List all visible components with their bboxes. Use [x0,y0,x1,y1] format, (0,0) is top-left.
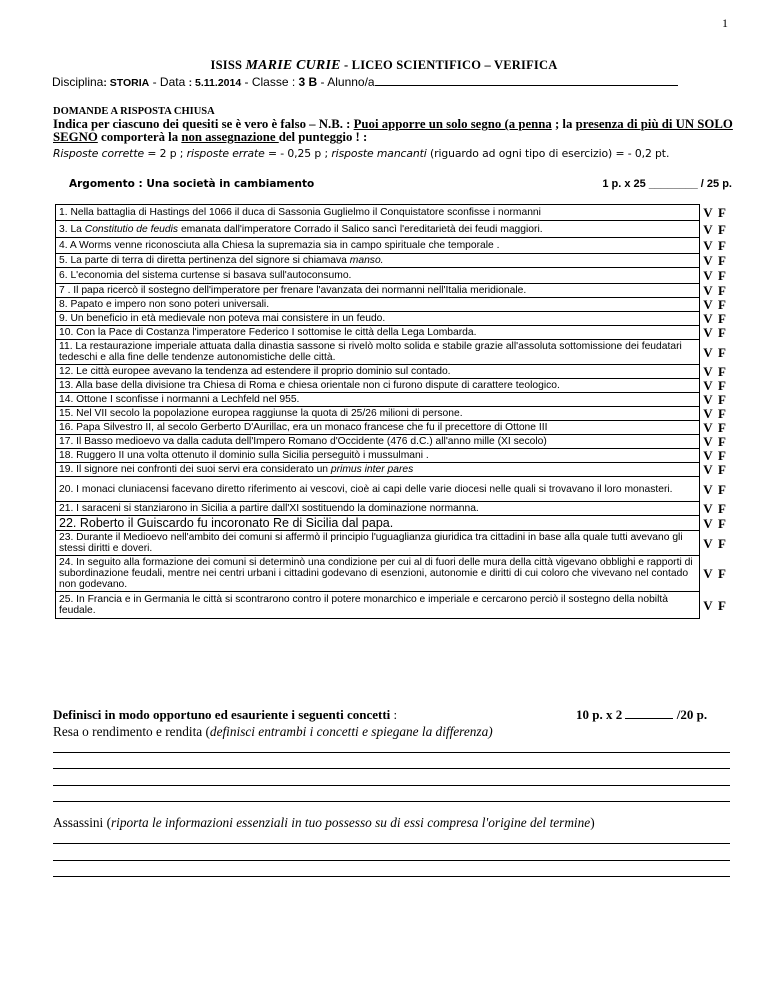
question-row [56,326,731,340]
true-option[interactable]: V [703,253,713,268]
answer-line[interactable] [53,768,730,769]
concept-resa-rendita [53,724,493,740]
question-row [56,365,731,379]
question-row [56,556,731,592]
false-option[interactable]: F [718,283,726,298]
instructions-part: ; la [551,117,576,131]
answer-options [700,393,731,407]
false-option[interactable]: F [718,364,726,379]
question-text: 18. Ruggero II una volta ottenuto il dominio sulla Sicilia perseguitò i mussulmani . [56,449,700,463]
instructions-part: comporterà la [97,130,182,144]
question-row [56,340,731,365]
question-row [56,254,731,268]
false-option[interactable]: F [718,448,726,463]
instructions-part: Indica per ciascuno dei quesiti se è vero è falso – N.B. : [53,117,354,131]
answer-options [700,449,731,463]
scoring-part: Risposte corrette [53,147,144,160]
answer-line[interactable] [53,752,730,753]
false-option[interactable]: F [718,378,726,393]
question-text: 16. Papa Silvestro II, al secolo Gerberto D'Aurillac, era un monaco francese che fu il precettore di Ottone III [56,421,700,435]
instructions-part: del punteggio [278,130,353,144]
true-option[interactable]: V [703,221,713,237]
answer-options [700,531,731,556]
answer-line[interactable] [53,860,730,861]
answer-options [700,502,731,516]
concept-2-hint: riporta le informazioni essenziali in tuo possesso su di essi compresa l'origine del termine [111,815,591,830]
school-suffix: - LICEO SCIENTIFICO – VERIFICA [340,58,558,72]
discipline-label: Disciplina [52,75,104,89]
definitions-score-total: /20 p. [673,707,708,722]
question-row [56,393,731,407]
definitions-score [576,707,707,723]
true-option[interactable]: V [703,268,713,283]
definitions-score-text: 10 p. x 2 [576,707,626,722]
instructions-part: presenza di più di UN SOLO SEGNO [53,117,733,144]
question-text: 13. Alla base della divisione tra Chiesa di Roma e chiesa orientale non ci furono dispute di carattere teologico. [56,379,700,393]
true-option[interactable]: V [703,566,713,581]
false-option[interactable]: F [718,238,726,253]
false-option[interactable]: F [718,311,726,326]
answer-options [700,421,731,435]
false-option[interactable]: F [718,535,726,551]
true-option[interactable]: V [703,434,713,449]
instructions-part: Puoi apporre un solo segno (a penna [353,117,552,131]
answer-options [700,205,731,221]
question-text: 9. Un beneficio in età medievale non poteva mai consistere in un feudo. [56,312,700,326]
date-value: : 5.11.2014 [188,77,242,89]
question-text: 8. Papato e impero non sono poteri universali. [56,298,700,312]
discipline-value: : STORIA [103,77,150,89]
exam-info-line [52,74,678,89]
false-option[interactable]: F [718,268,726,283]
question-text-emphasis: Constitutio de feudis [84,223,179,235]
answer-line[interactable] [53,785,730,786]
true-option[interactable]: V [703,420,713,435]
question-text: 22. Roberto il Guiscardo fu incoronato Re di Sicilia dal papa. [56,516,700,531]
instructions-part: non assegnazione [181,130,279,144]
question-text-emphasis: primus inter pares [330,464,414,475]
answer-options [700,407,731,421]
question-text: 4. A Worms venne riconosciuta alla Chiesa la supremazia sia in campo spirituale che temporale . [56,238,700,254]
question-text: 20. I monaci cluniacensi facevano diretto riferimento ai vescovi, cioè ai capi delle varie diocesi nelle quali si trovavano il loro monasteri. [56,477,700,502]
scoring-part: = 2 p ; [144,147,187,160]
question-row [56,516,731,531]
class-label: - Classe : [241,75,299,89]
true-option[interactable]: V [703,481,713,497]
question-text: 24. In seguito alla formazione dei comuni si determinò una condizione per cui al di fuori delle mura della città vigevano obblighi e rapporti di subordinazione feudali, mentre nei centri urbani i cittadini godevano di esenzioni, autonomie e diritti di cui coloro che vivevano nel contado non godevano. [56,556,700,592]
questions-table [55,204,730,619]
answer-options [700,221,731,238]
question-row [56,312,731,326]
question-text-part: 19. Il signore nei confronti dei suoi servi era considerato un [59,464,331,475]
true-option[interactable]: V [703,406,713,421]
true-option[interactable]: V [703,392,713,407]
page-number: 1 [722,16,728,30]
topic-title: Argomento : Una società in cambiamento [69,178,315,190]
question-text: 12. Le città europee avevano la tendenza ad estendere il proprio dominio sul contado. [56,365,700,379]
answer-options [700,238,731,254]
question-row [56,284,731,298]
student-label: - Alunno/a [317,75,375,89]
definitions-title-text: Definisci in modo opportuno ed esauriente i seguenti concetti [53,707,391,722]
answer-options [700,463,731,477]
answer-line[interactable] [53,876,730,877]
school-name: MARIE CURIE [245,58,341,73]
true-option[interactable]: V [703,378,713,393]
question-text: 7 . Il papa ricercò il sostegno dell'imperatore per frenare l'avanzata dei normanni nell'Italia meridionale. [56,284,700,298]
question-row [56,463,731,477]
answer-options [700,298,731,312]
false-option[interactable]: F [718,297,726,312]
question-text [56,221,700,238]
question-row [56,205,731,221]
true-option[interactable]: V [703,297,713,312]
school-prefix: ISISS [210,58,246,72]
answer-options [700,379,731,393]
true-option[interactable]: V [703,205,713,220]
concept-1-term: Resa o rendimento e rendita ( [53,724,210,739]
definitions-title-colon: : [390,707,398,722]
date-label: - Data [149,75,189,89]
false-option[interactable]: F [718,597,726,613]
answer-line[interactable] [53,801,730,802]
question-text: 17. Il Basso medioevo va dalla caduta dell'Impero Romano d'Occidente (476 d.C.) all'anno mille (XI secolo) [56,435,700,449]
concept-2-term: Assassini ( [53,815,111,830]
true-option[interactable]: V [703,364,713,379]
answer-options [700,326,731,340]
answer-options [700,268,731,284]
true-option[interactable]: V [703,535,713,551]
true-option[interactable]: V [703,325,713,340]
topic-score: 1 p. x 25 ________ / 25 p. [602,178,732,190]
false-option[interactable]: F [718,406,726,421]
answer-options [700,592,731,619]
question-row [56,407,731,421]
question-text-part: 3. La [59,223,85,235]
question-text-emphasis: manso. [349,255,384,266]
topic-row [69,178,732,190]
question-text [56,254,700,268]
section-title: DOMANDE A RISPOSTA CHIUSA [53,106,215,117]
concept-assassini [53,815,595,831]
class-value: 3 B [298,75,318,89]
false-option[interactable]: F [718,515,726,531]
school-header [0,58,768,74]
answer-options [700,284,731,298]
question-text: 11. La restaurazione imperiale attuata dalla dinastia sassone si rivelò molto solida e stabile grazie all'assoluta sottomissione dei feudatari tedeschi e alla fine delle tendenze autonomistiche delle città. [56,340,700,365]
question-text: 1. Nella battaglia di Hastings del 1066 il duca di Sassonia Guglielmo il Conquistatore sconfisse i normanni [56,205,700,221]
concept-1-hint: definisci entrambi i concetti e spiegane la differenza) [209,724,493,739]
false-option[interactable]: F [718,392,726,407]
false-option[interactable]: F [718,325,726,340]
question-text-part: 5. La parte di terra di diretta pertinenza del signore si chiamava [59,255,350,266]
question-text: 23. Durante il Medioevo nell'ambito dei comuni si affermò il principio l'uguaglianza giuridica tra cittadini in base alla quale tutti avevano gli stessi diritti e doveri. [56,531,700,556]
false-option[interactable]: F [718,434,726,449]
question-row [56,379,731,393]
false-option[interactable]: F [718,205,726,220]
answer-options [700,340,731,365]
question-text: 14. Ottone I sconfisse i normanni a Lechfeld nel 955. [56,393,700,407]
false-option[interactable]: F [718,462,726,477]
question-row [56,238,731,254]
false-option[interactable]: F [718,566,726,581]
true-option[interactable]: V [703,283,713,298]
question-row [56,449,731,463]
question-row [56,298,731,312]
definitions-score-blank[interactable] [625,707,673,719]
question-text: 15. Nel VII secolo la popolazione europea raggiunse la quota di 25/26 milioni di persone. [56,407,700,421]
scoring-part: risposte errate [186,147,265,160]
true-option[interactable]: V [703,311,713,326]
question-row [56,477,731,502]
true-option[interactable]: V [703,501,713,516]
question-text: 25. In Francia e in Germania le città si scontrarono contro il potere monarchico e imperiale e cercarono perciò il sostegno della nobiltà feudale. [56,592,700,619]
answer-options [700,312,731,326]
false-option[interactable]: F [718,344,726,360]
answer-options [700,254,731,268]
instructions-part: ! : [352,130,368,144]
scoring-part: risposte mancanti [331,147,427,160]
answer-options [700,556,731,592]
false-option[interactable]: F [718,253,726,268]
question-text [56,463,700,477]
instructions [53,118,743,144]
scoring-part: = - 0,25 p ; [264,147,332,160]
question-row [56,592,731,619]
answer-options [700,365,731,379]
false-option[interactable]: F [718,420,726,435]
question-row [56,435,731,449]
question-row [56,531,731,556]
false-option[interactable]: F [718,501,726,516]
true-option[interactable]: V [703,448,713,463]
answer-options [700,435,731,449]
true-option[interactable]: V [703,344,713,360]
question-text: 21. I saraceni si stanziarono in Sicilia a partire dall'XI sostituendo la dominazione normanna. [56,502,700,516]
true-option[interactable]: V [703,462,713,477]
question-text: 6. L'economia del sistema curtense si basava sull'autoconsumo. [56,268,700,284]
question-row [56,221,731,238]
student-name-field[interactable] [375,74,678,86]
false-option[interactable]: F [718,481,726,497]
answer-line[interactable] [53,843,730,844]
true-option[interactable]: V [703,597,713,613]
concept-2-close: ) [590,815,595,830]
question-row [56,268,731,284]
false-option[interactable]: F [718,221,726,237]
scoring-part: (riguardo ad ogni tipo di esercizio) = - 0,2 pt. [426,147,670,160]
question-row [56,502,731,516]
scoring-rules [53,147,669,160]
answer-options [700,516,731,531]
definitions-title [53,707,397,723]
question-row [56,421,731,435]
true-option[interactable]: V [703,238,713,253]
answer-options [700,477,731,502]
question-text: 10. Con la Pace di Costanza l'imperatore Federico I sottomise le città della Lega Lombarda. [56,326,700,340]
true-option[interactable]: V [703,515,713,531]
question-text-part: emanata dall'imperatore Corrado il Salico sancì l'ereditarietà dei feudi maggiori. [178,223,543,235]
